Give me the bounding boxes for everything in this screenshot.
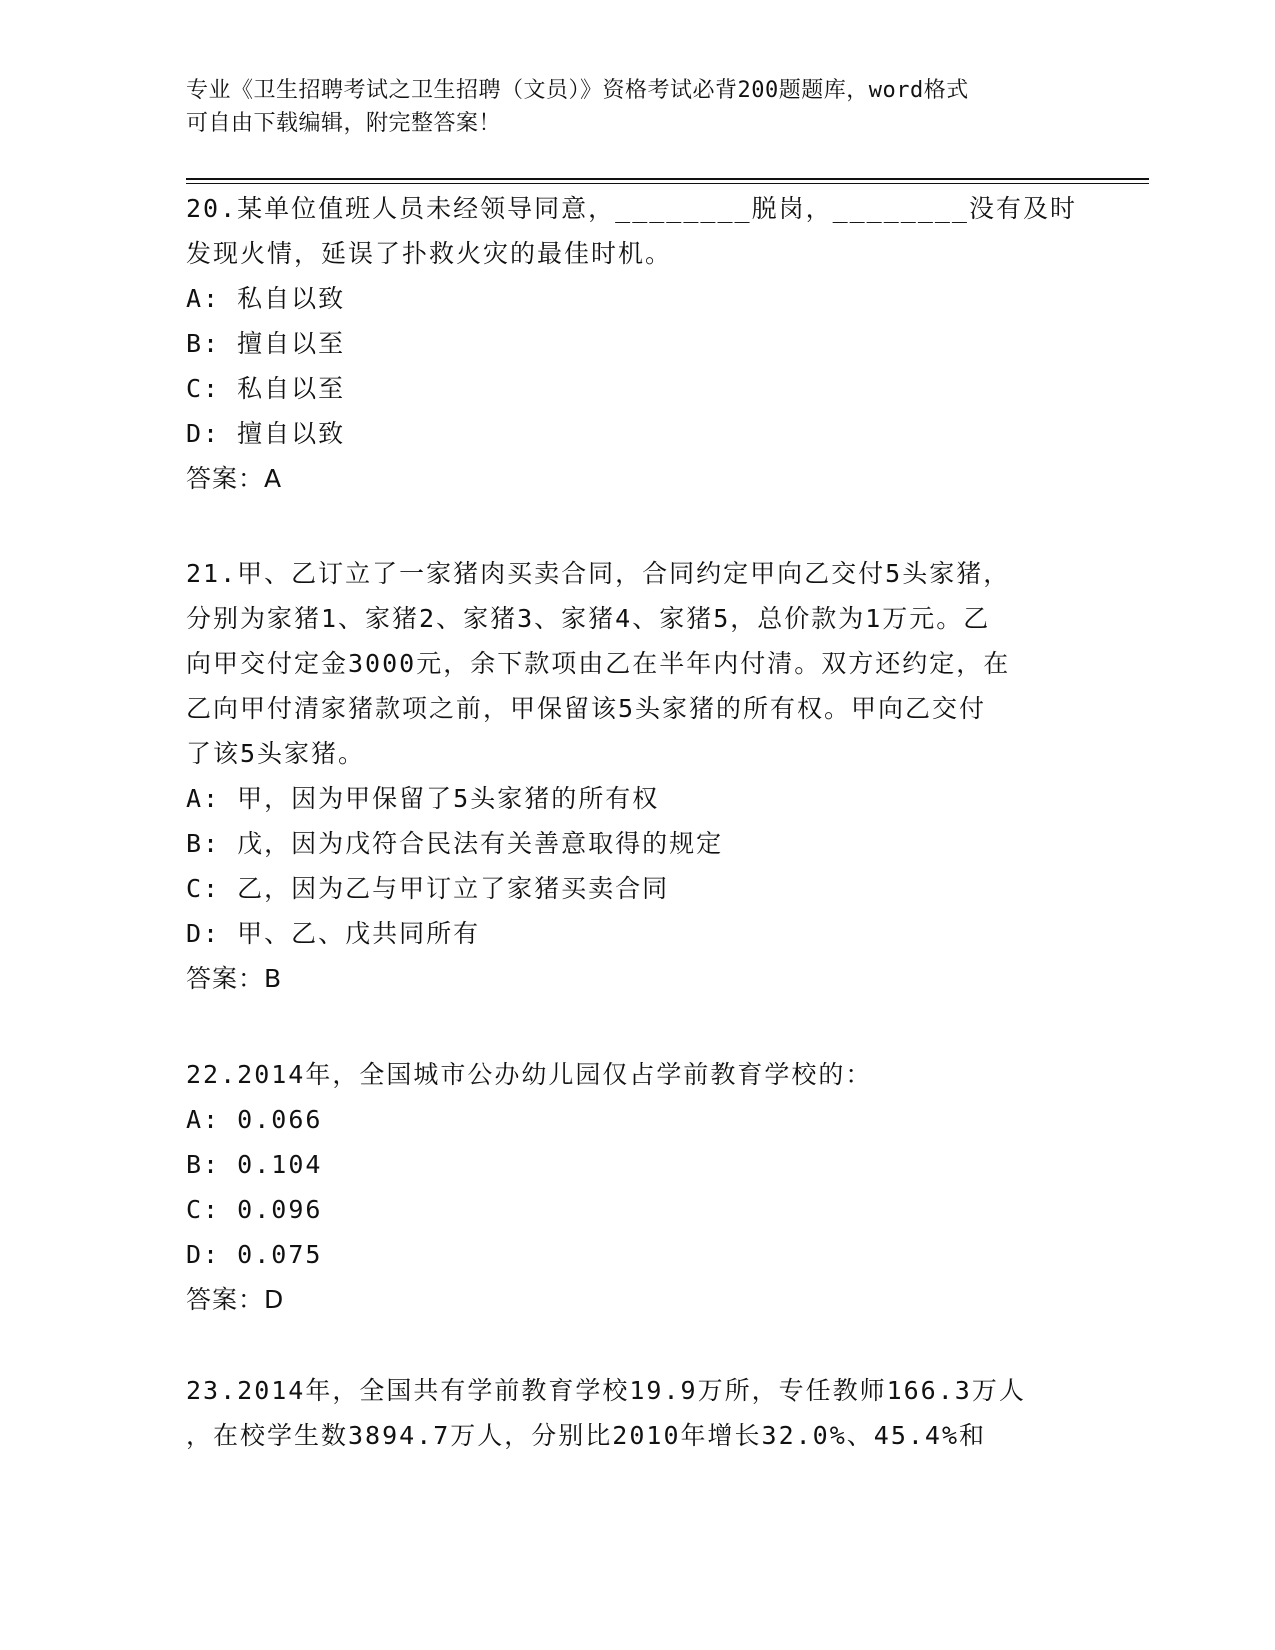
- stem-line: 23.2014年，全国共有学前教育学校19.9万所，专任教师166.3万人: [186, 1376, 1026, 1405]
- option-b: [186, 321, 1086, 366]
- answer-line: 答案：B: [186, 964, 283, 993]
- option-letter: A:: [186, 1105, 221, 1134]
- option-a: [186, 1097, 1086, 1142]
- header-rule-thin: [186, 183, 1149, 184]
- option-letter: B:: [186, 329, 221, 358]
- option-c: [186, 366, 1086, 411]
- option-text: 甲，因为甲保留了5头家猪的所有权: [237, 784, 660, 813]
- option-d: [186, 911, 1086, 956]
- option-letter: C:: [186, 374, 221, 403]
- option-a: [186, 776, 1086, 821]
- option-letter: D:: [186, 919, 221, 948]
- stem-line: ，在校学生数3894.7万人，分别比2010年增长32.0%、45.4%和: [186, 1421, 987, 1450]
- option-text: 甲、乙、戊共同所有: [237, 919, 481, 948]
- option-a: [186, 276, 1086, 321]
- option-d: [186, 1232, 1086, 1277]
- stem-line: 22.2014年，全国城市公办幼儿园仅占学前教育学校的：: [186, 1060, 873, 1089]
- option-text: 0.104: [237, 1150, 323, 1179]
- header-line-2: 可自由下载编辑，附完整答案！: [186, 111, 502, 136]
- option-list: [186, 1097, 1086, 1277]
- question-20: [186, 186, 1086, 501]
- answer-line: 答案：A: [186, 464, 283, 493]
- option-text: 擅自以致: [237, 419, 346, 448]
- option-d: [186, 411, 1086, 456]
- option-letter: B:: [186, 1150, 221, 1179]
- stem-line: 分别为家猪1、家猪2、家猪3、家猪4、家猪5，总价款为1万元。乙: [186, 604, 991, 633]
- question-21: [186, 551, 1086, 1001]
- option-text: 0.075: [237, 1240, 323, 1269]
- header-line-1: 专业《卫生招聘考试之卫生招聘（文员）》资格考试必背200题题库，word格式: [186, 78, 969, 103]
- answer-line: 答案：D: [186, 1285, 285, 1314]
- option-letter: A:: [186, 284, 221, 313]
- stem-line: 乙向甲付清家猪款项之前，甲保留该5头家猪的所有权。甲向乙交付: [186, 694, 987, 723]
- option-letter: D:: [186, 1240, 221, 1269]
- option-letter: B:: [186, 829, 221, 858]
- option-text: 擅自以至: [237, 329, 346, 358]
- question-22: [186, 1052, 1086, 1322]
- option-letter: C:: [186, 1195, 221, 1224]
- option-text: 0.066: [237, 1105, 323, 1134]
- option-text: 0.096: [237, 1195, 323, 1224]
- option-letter: C:: [186, 874, 221, 903]
- option-letter: D:: [186, 419, 221, 448]
- option-b: [186, 1142, 1086, 1187]
- option-c: [186, 866, 1086, 911]
- stem-line: 21.甲、乙订立了一家猪肉买卖合同，合同约定甲向乙交付5头家猪，: [186, 559, 1011, 588]
- question-23: [186, 1368, 1086, 1458]
- option-text: 乙，因为乙与甲订立了家猪买卖合同: [237, 874, 670, 903]
- option-text: 私自以至: [237, 374, 346, 403]
- header-rule-thick: [186, 178, 1149, 180]
- option-text: 私自以致: [237, 284, 346, 313]
- question-stem: [186, 551, 1086, 776]
- stem-line: 20.某单位值班人员未经领导同意，________脱岗，________没有及时: [186, 194, 1077, 223]
- option-c: [186, 1187, 1086, 1232]
- stem-line: 了该5头家猪。: [186, 739, 366, 768]
- option-list: [186, 276, 1086, 456]
- option-text: 戊，因为戊符合民法有关善意取得的规定: [237, 829, 724, 858]
- option-letter: A:: [186, 784, 221, 813]
- option-list: [186, 776, 1086, 956]
- question-stem: [186, 1052, 1086, 1097]
- document-header: [186, 74, 1086, 140]
- stem-line: 向甲交付定金3000元，余下款项由乙在半年内付清。双方还约定，在: [186, 649, 1011, 678]
- option-b: [186, 821, 1086, 866]
- question-stem: [186, 186, 1086, 276]
- question-stem: [186, 1368, 1086, 1458]
- stem-line: 发现火情，延误了扑救火灾的最佳时机。: [186, 239, 673, 268]
